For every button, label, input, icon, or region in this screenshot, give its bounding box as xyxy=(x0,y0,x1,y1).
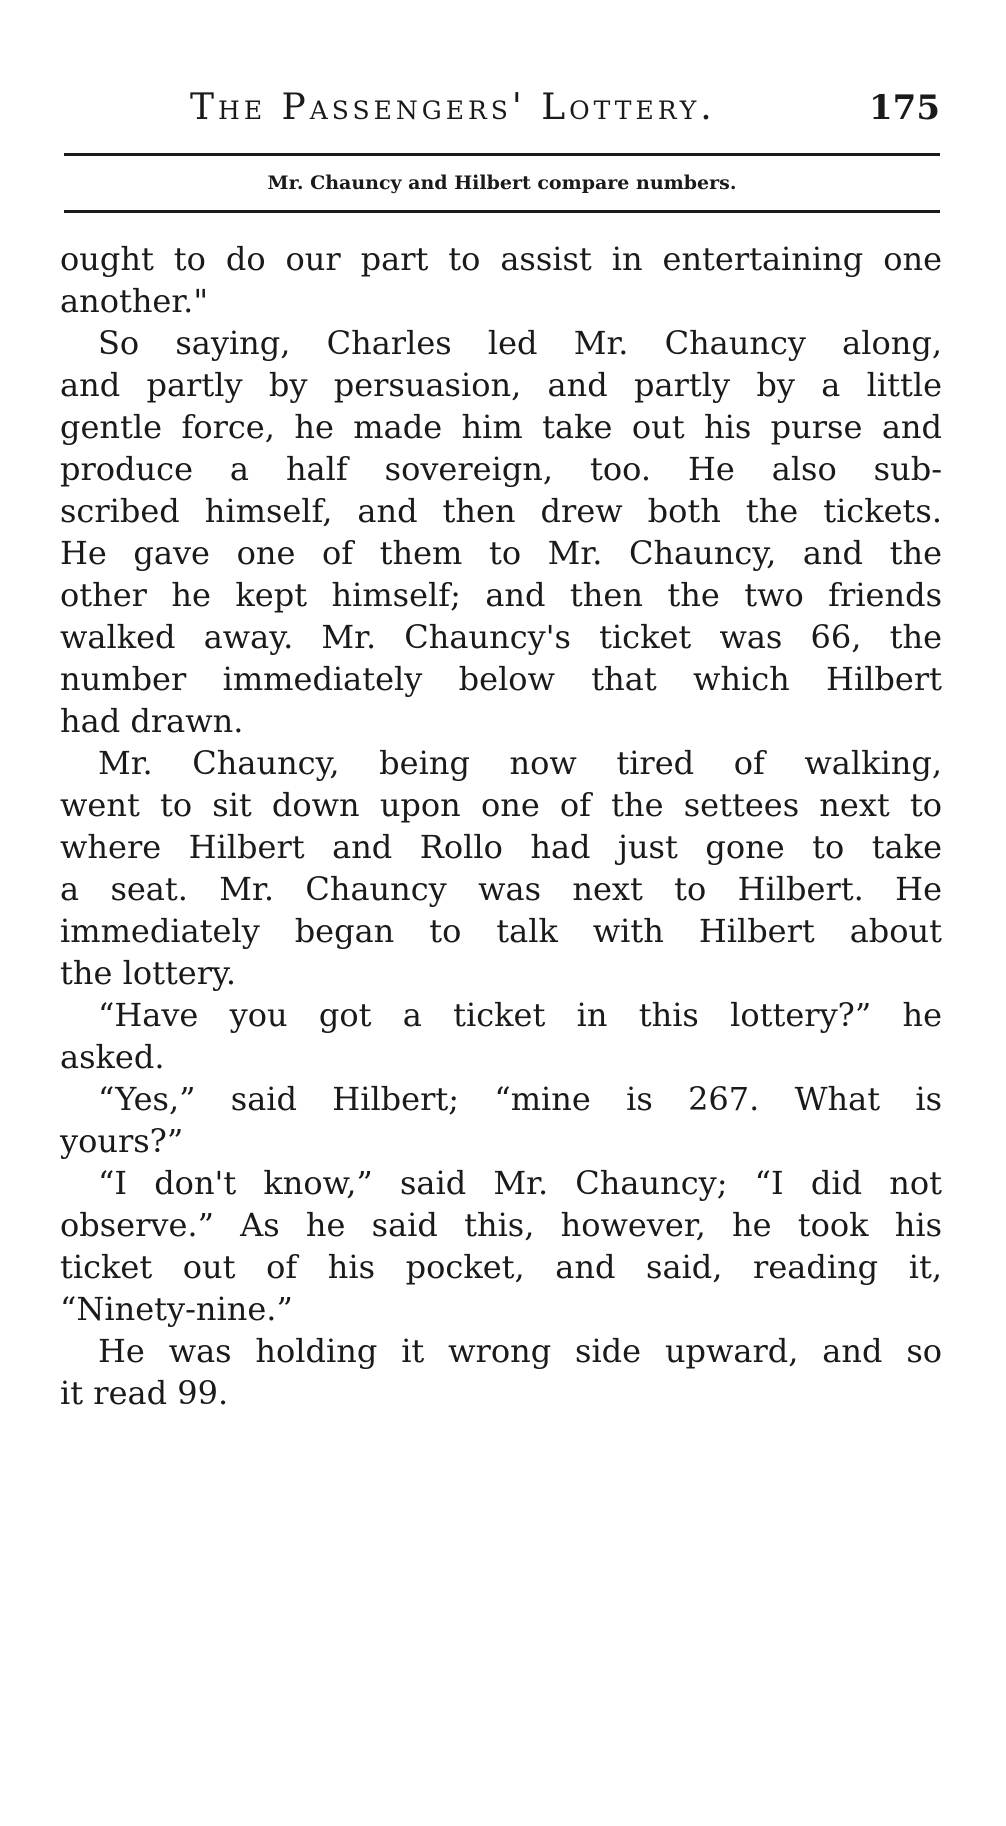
text-line: gentle force, he made him take out his purse and xyxy=(60,408,942,446)
section-subheading: Mr. Chauncy and Hilbert compare numbers. xyxy=(267,172,737,194)
text-line: number immediately below that which Hilbert xyxy=(60,660,942,698)
body-text xyxy=(60,238,942,1414)
text-line: went to sit down upon one of the settees next to xyxy=(60,786,942,824)
text-line: So saying, Charles led Mr. Chauncy along, xyxy=(98,324,942,362)
text-line: He was holding it wrong side upward, and so xyxy=(98,1332,942,1370)
text-line: “Ninety-nine.” xyxy=(60,1290,293,1328)
paragraph xyxy=(60,994,942,1078)
text-line: where Hilbert and Rollo had just gone to take xyxy=(60,828,942,866)
paragraph xyxy=(60,322,942,742)
text-line: asked. xyxy=(60,1038,165,1076)
text-line: and partly by persuasion, and partly by a little xyxy=(60,366,942,404)
text-line: another." xyxy=(60,282,209,320)
header-rule-bottom xyxy=(64,210,940,213)
paragraph xyxy=(60,1162,942,1330)
text-line: Mr. Chauncy, being now tired of walking, xyxy=(98,744,942,782)
text-line: scribed himself, and then drew both the tickets. xyxy=(60,492,942,530)
text-line: produce a half sovereign, too. He also sub- xyxy=(60,450,942,488)
text-line: “Have you got a ticket in this lottery?” he xyxy=(98,996,942,1034)
text-line: walked away. Mr. Chauncy's ticket was 66, the xyxy=(60,618,942,656)
text-line: yours?” xyxy=(60,1122,184,1160)
text-line: a seat. Mr. Chauncy was next to Hilbert. He xyxy=(60,870,942,908)
text-line: observe.” As he said this, however, he took his xyxy=(60,1206,942,1244)
text-line: it read 99. xyxy=(60,1374,229,1412)
page-number: 175 xyxy=(869,88,940,128)
text-line: He gave one of them to Mr. Chauncy, and the xyxy=(60,534,942,572)
paragraph xyxy=(60,742,942,994)
text-line: immediately began to talk with Hilbert about xyxy=(60,912,942,950)
text-line: ticket out of his pocket, and said, reading it, xyxy=(60,1248,942,1286)
text-line: “Yes,” said Hilbert; “mine is 267. What is xyxy=(98,1080,942,1118)
text-line: “I don't know,” said Mr. Chauncy; “I did not xyxy=(98,1164,942,1202)
header-rule-top xyxy=(64,153,940,156)
paragraph xyxy=(60,1078,942,1162)
text-line: ought to do our part to assist in entertaining one xyxy=(60,240,942,278)
running-title: The Passengers' Lottery. xyxy=(190,87,716,128)
running-head xyxy=(60,88,940,138)
text-line: had drawn. xyxy=(60,702,244,740)
text-line: other he kept himself; and then the two friends xyxy=(60,576,942,614)
text-line: the lottery. xyxy=(60,954,237,992)
paragraph xyxy=(60,1330,942,1414)
paragraph xyxy=(60,238,942,322)
